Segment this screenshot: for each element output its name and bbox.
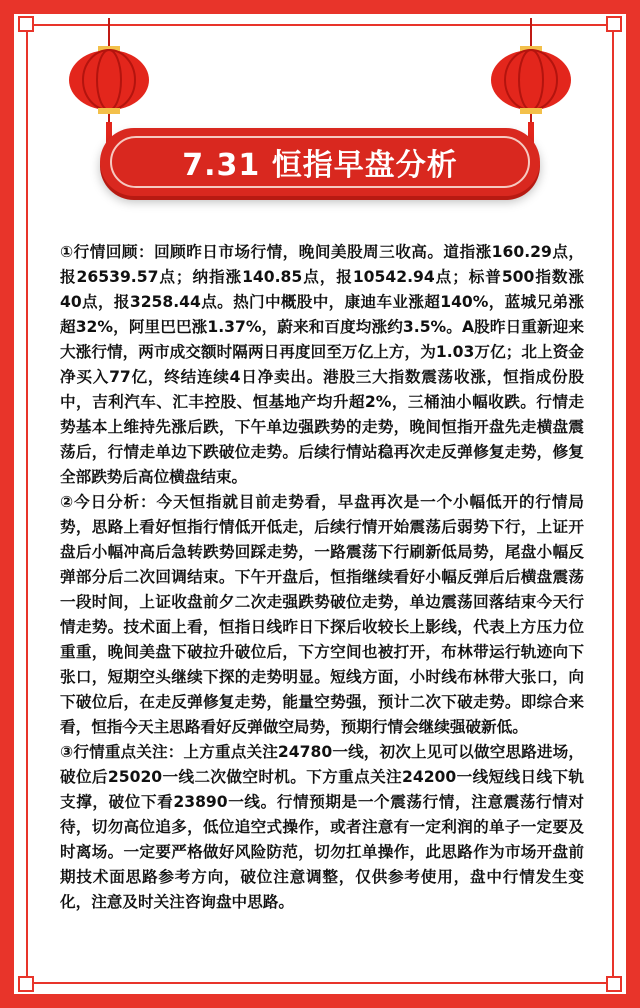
section-key-levels: ③行情重点关注：上方重点关注24780一线，初次上见可以做空思路进场，破位后25020一线二次做空时机。下方重点关注24200一线短线日线下轨支撑，破位下看23890一线。行情预期是一个震荡行情，注意震荡行情对待，切勿高位追多，低位追空式操作，或者注意有一定利润的单子一定要及时离场。一定要严格做好风险防范，切勿扛单操作，此思路作为市场开盘前期技术面思路参考方向，破位注意调整，仅供参考使用，盘中行情发生变化，注意及时关注咨询盘中思路。 bbox=[60, 743, 584, 911]
corner-ornament-top-right bbox=[606, 16, 622, 32]
corner-ornament-bottom-left bbox=[18, 976, 34, 992]
corner-ornament-bottom-right bbox=[606, 976, 622, 992]
section-today-analysis: ②今日分析：今天恒指就目前走势看，早盘再次是一个小幅低开的行情局势，思路上看好恒指行情低开低走，后续行情开始震荡后弱势下行，上证开盘后小幅冲高后急转跌势回踩走势，一路震荡下行刷新低局势，尾盘小幅反弹部分后二次回调结束。下午开盘后，恒指继续看好小幅反弹后后横盘震荡一段时间，上证收盘前夕二次走强跌势破位走势，单边震荡回落结束今天行情走势。技术面上看，恒指日线昨日下探后收较长上影线，代表上方压力位重重，晚间美盘下破拉升破位后，下方空间也被打开，布林带运行轨迹向下张口，短期空头继续下探的走势明显。短线方面，小时线布林带大张口，向下破位后，在走反弹修复走势，能量空势强，预计二次下破走势。即综合来看，恒指今天主思路看好反弹做空局势，预期行情会继续强破新低。 bbox=[60, 493, 584, 736]
title-banner bbox=[100, 128, 540, 196]
section-market-review: ①行情回顾：回顾昨日市场行情，晚间美股周三收高。道指涨160.29点，报26539.57点；纳指涨140.85点，报10542.94点；标普500指数涨40点，报3258.44点。热门中概股中，康迪车业涨超140%，蓝城兄弟涨超32%，阿里巴巴涨1.37%，蔚来和百度均涨约3.5%。A股昨日重新迎来大涨行情，两市成交额时隔两日再度回至万亿上方，为1.03万亿；北上资金净买入77亿，终结连续4日净卖出。港股三大指数震荡收涨，恒指成份股中，吉利汽车、汇丰控股、恒基地产均升超2%，三桶油小幅收跌。行情走势基本上维持先涨后跌，下午单边强跌势的走势，晚间恒指开盘先走横盘震荡后，行情走单边下跌破位走势。后续行情站稳再次走反弹修复走势，修复全部跌势后高位横盘结束。 bbox=[60, 243, 584, 486]
page-title: 7.31 恒指早盘分析 bbox=[182, 148, 458, 183]
corner-ornament-top-left bbox=[18, 16, 34, 32]
article-body bbox=[60, 240, 584, 915]
